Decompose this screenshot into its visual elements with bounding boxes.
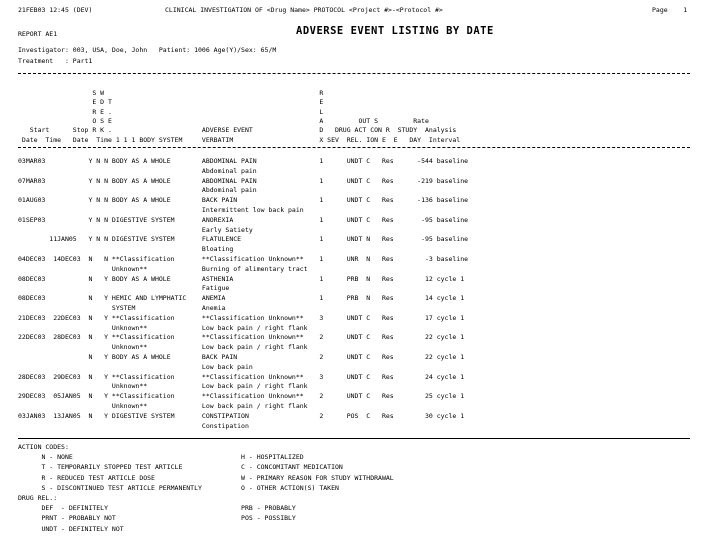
listing-line: 22DEC03 28DEC03 N Y **Classification **Classification Unknown** 2 UNDT C Res 22 cycle 1 — [18, 333, 465, 342]
legend-line: DEF - DEFINITELY PRB - PROBABLY — [18, 504, 296, 513]
column-header-line: Start Stop R K . ADVERSE EVENT D DRUG ACT CON R STUDY Analysis — [18, 126, 457, 135]
legend-line: R - REDUCED TEST ARTICLE DOSE W - PRIMARY REASON FOR STUDY WITHDRAWAL — [18, 473, 394, 482]
listing-line: N Y BODY AS A WHOLE BACK PAIN 2 UNDT C Res 22 cycle 1 — [18, 353, 465, 361]
listing-line: Fatigue — [18, 284, 230, 293]
legend-line: ACTION CODES: — [18, 443, 69, 451]
listing-line: Early Satiety — [18, 225, 253, 234]
listing-line: 29DEC03 05JAN05 N Y **Classification **Classification Unknown** 2 UNDT C Res 25 cycle 1 — [18, 392, 465, 401]
column-rule — [18, 147, 690, 148]
column-header-line: O S E A OUT S Rate — [18, 116, 429, 125]
report-id: REPORT AE1 — [18, 30, 58, 38]
report-title: ADVERSE EVENT LISTING BY DATE — [296, 25, 494, 37]
listing-line: 04DEC03 14DEC03 N N **Classification **Classification Unknown** 1 UNR N Res -3 baseline — [18, 255, 469, 263]
print-timestamp: 21FEB03 12:45 (DEV) — [18, 6, 93, 14]
legend-line: PRNT - PROBABLY NOT POS - POSSIBLY — [18, 514, 296, 523]
column-header-line: Date Time Date Time 1 1 1 BODY SYSTEM VERBATIM X SEV REL. ION E E DAY Interval — [18, 135, 461, 144]
legend-line: N - NONE H - HOSPITALIZED — [18, 453, 304, 462]
footer-rule — [18, 438, 690, 439]
investigator-line: Investigator: 003, USA, Doe, John Patient: 1006 Age(Y)/Sex: 65/M — [18, 46, 277, 54]
listing-line: 07MAR03 Y N N BODY AS A WHOLE ABDOMINAL PAIN 1 UNDT C Res -219 baseline — [18, 176, 469, 185]
listing-line: 01AUG03 Y N N BODY AS A WHOLE BACK PAIN 1 UNDT C Res -136 baseline — [18, 196, 469, 205]
listing-line: SYSTEM Anemia — [18, 304, 226, 312]
listing-line: 21DEC03 22DEC03 N Y **Classification **Classification Unknown** 3 UNDT C Res 17 cycle 1 — [18, 313, 465, 322]
column-header-line: E D T E — [18, 98, 324, 107]
listing-line: 03MAR03 Y N N BODY AS A WHOLE ABDOMINAL PAIN 1 UNDT C Res -544 baseline — [18, 157, 469, 165]
listing-line: Abdominal pain — [18, 166, 257, 175]
listing-line: Unknown** Low back pain / right flank — [18, 402, 308, 410]
listing-line: Unknown** Burning of alimentary tract — [18, 264, 308, 273]
header-rule — [18, 73, 690, 74]
listing-line: 28DEC03 29DEC03 N Y **Classification **Classification Unknown** 3 UNDT C Res 24 cycle 1 — [18, 372, 465, 381]
listing-line: Low back pain — [18, 362, 253, 371]
listing-line: Unknown** Low back pain / right flank — [18, 323, 308, 332]
listing-line: 08DEC03 N Y BODY AS A WHOLE ASTHENIA 1 PRB N Res 12 cycle 1 — [18, 274, 465, 283]
listing-line: Intermittent low back pain — [18, 206, 304, 214]
listing-line: Unknown** Low back pain / right flank — [18, 382, 308, 391]
listing-line: Constipation — [18, 421, 249, 430]
page-number: Page 1 — [652, 6, 688, 14]
listing-line: Abdominal pain — [18, 186, 257, 195]
listing-line: 01SEP03 Y N N DIGESTIVE SYSTEM ANOREXIA 1 UNDT C Res -95 baseline — [18, 215, 469, 224]
listing-line: 11JAN05 Y N N DIGESTIVE SYSTEM FLATULENCE 1 UNDT N Res -95 baseline — [18, 235, 469, 244]
legend-line: DRUG REL.: — [18, 494, 58, 502]
legend-line: T - TEMPORARILY STOPPED TEST ARTICLE C - CONCOMITANT MEDICATION — [18, 463, 343, 472]
legend-line: UNDT - DEFINITELY NOT — [18, 524, 124, 533]
column-header-line: S W R — [18, 89, 324, 97]
column-header-line: R E . L — [18, 107, 324, 116]
listing-line: Bloating — [18, 245, 234, 254]
listing-line: 03JAN03 13JAN05 N Y DIGESTIVE SYSTEM CONSTIPATION 2 POS C Res 30 cycle 1 — [18, 411, 465, 420]
treatment-line: Treatment : Part1 — [18, 57, 93, 65]
study-title: CLINICAL INVESTIGATION OF <Drug Name> PROTOCOL <Project #>-<Protocol #> — [165, 6, 443, 14]
legend-line: S - DISCONTINUED TEST ARTICLE PERMANENTLY O - OTHER ACTION(S) TAKEN — [18, 483, 339, 492]
listing-line: 08DEC03 N Y HEMIC AND LYMPHATIC ANEMIA 1 PRB N Res 14 cycle 1 — [18, 294, 465, 303]
listing-line: Unknown** Low back pain / right flank — [18, 343, 308, 352]
